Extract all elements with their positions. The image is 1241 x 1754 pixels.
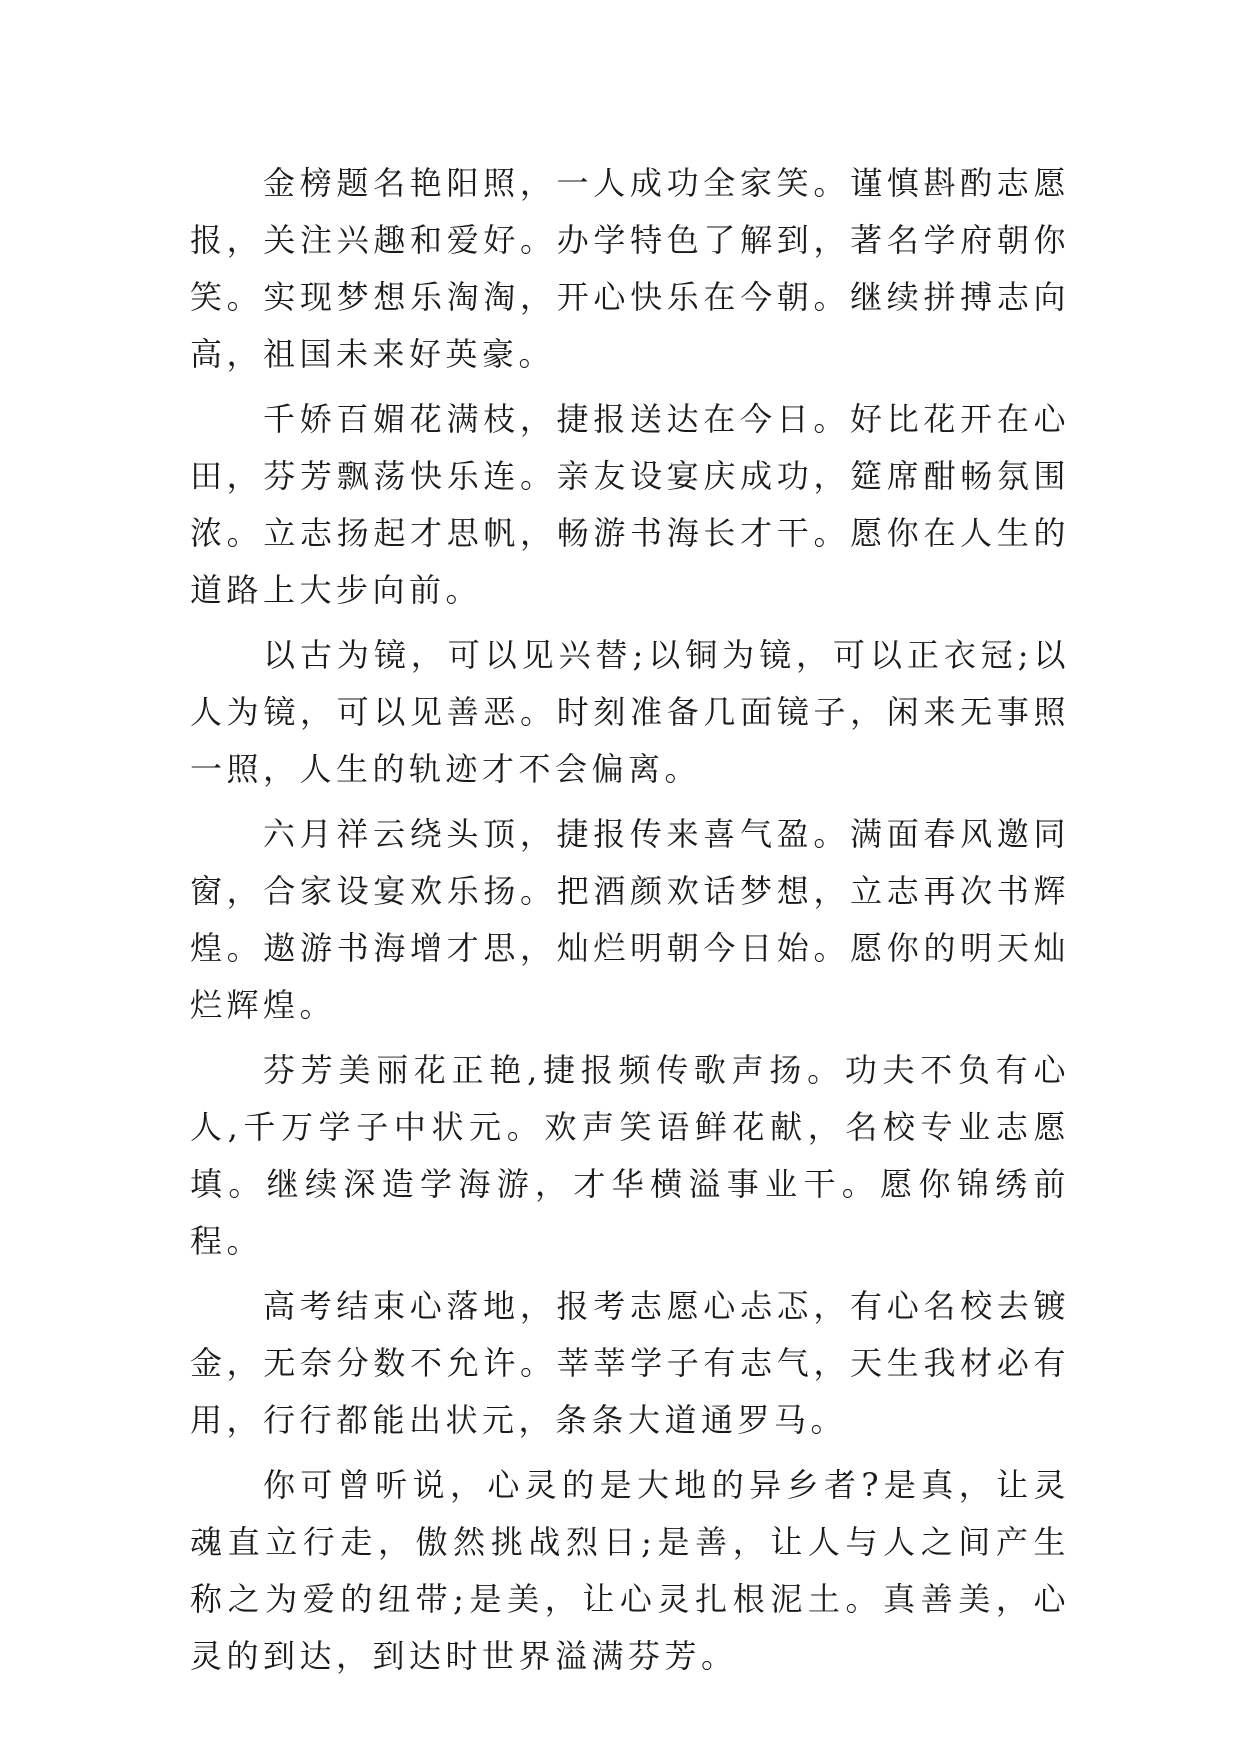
paragraph-3: 以古为镜，可以见兴替;以铜为镜，可以正衣冠;以人为镜，可以见善恶。时刻准备几面镜子，闲来无事照一照，人生的轨迹才不会偏离。 xyxy=(190,636,1070,788)
document-body xyxy=(190,155,1070,1693)
paragraph-4: 六月祥云绕头顶，捷报传来喜气盈。满面春风邀同窗，合家设宴欢乐扬。把酒颜欢话梦想，立志再次书辉煌。遨游书海增才思，灿烂明朝今日始。愿你的明天灿烂辉煌。 xyxy=(190,815,1070,1024)
paragraph-7: 你可曾听说，心灵的是大地的异乡者?是真，让灵魂直立行走，傲然挑战烈日;是善，让人与人之间产生称之为爱的纽带;是美，让心灵扎根泥土。真善美，心灵的到达，到达时世界溢满芬芳。 xyxy=(190,1466,1070,1675)
paragraph-5: 芬芳美丽花正艳,捷报频传歌声扬。功夫不负有心人,千万学子中状元。欢声笑语鲜花献，名校专业志愿填。继续深造学海游，才华横溢事业干。愿你锦绣前程。 xyxy=(190,1051,1070,1260)
paragraph-1: 金榜题名艳阳照，一人成功全家笑。谨慎斟酌志愿报，关注兴趣和爱好。办学特色了解到，著名学府朝你笑。实现梦想乐淘淘，开心快乐在今朝。继续拼搏志向高，祖国未来好英豪。 xyxy=(190,164,1070,373)
paragraph-2: 千娇百媚花满枝，捷报送达在今日。好比花开在心田，芬芳飘荡快乐连。亲友设宴庆成功，筵席酣畅氛围浓。立志扬起才思帆，畅游书海长才干。愿你在人生的道路上大步向前。 xyxy=(190,400,1070,609)
paragraph-6: 高考结束心落地，报考志愿心忐忑，有心名校去镀金，无奈分数不允许。莘莘学子有志气，天生我材必有用，行行都能出状元，条条大道通罗马。 xyxy=(190,1287,1070,1439)
